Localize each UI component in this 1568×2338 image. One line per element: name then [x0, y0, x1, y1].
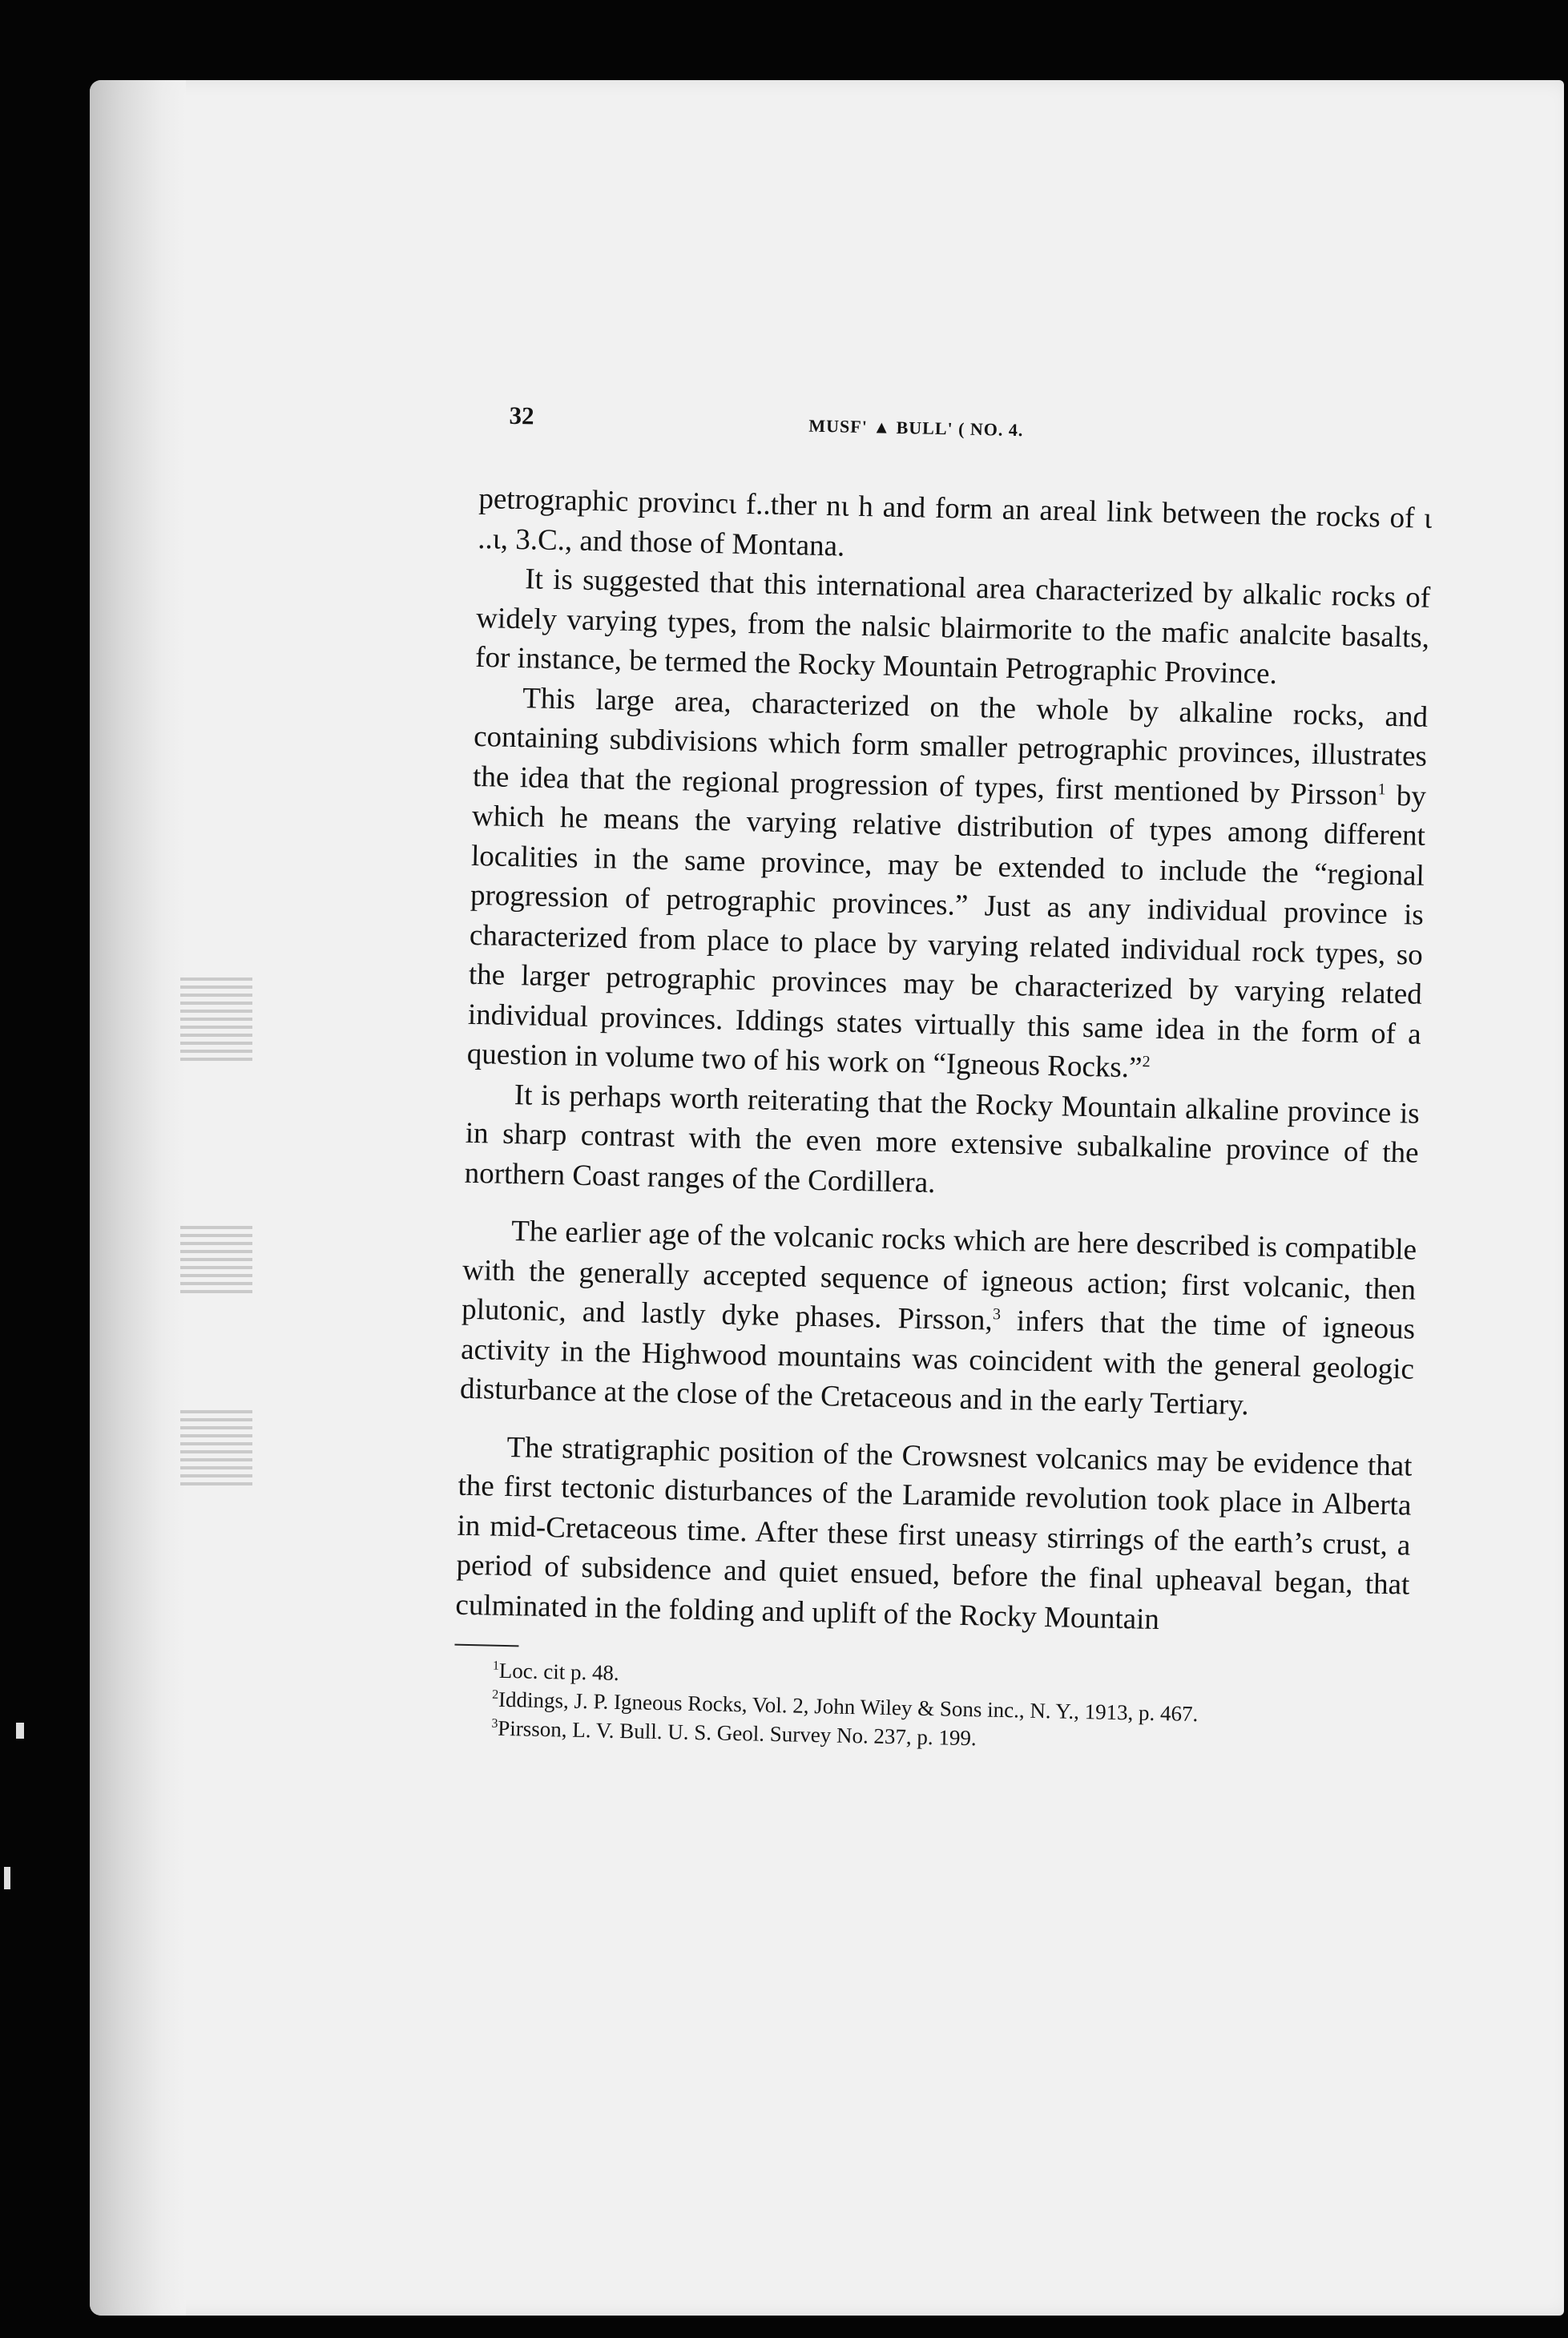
paragraph-6: The stratigraphic position of the Crowsnest volcanics may be evidence that the first tectonic disturbances of the Laramide revolution took place in Alberta in mid-Cretaceous time. After these first uneasy stirrings of the earth’s crust, a period of subsidence and quiet ensued, before the final upheaval began, that culminated in the folding and uplift of the Rocky Mountain	[455, 1430, 1413, 1636]
paragraph-5	[460, 1211, 1417, 1429]
page-number: 32	[509, 401, 534, 430]
show-through-mark	[180, 978, 252, 1066]
footnote-rule	[454, 1644, 518, 1647]
footnote-ref-1: 1	[1377, 780, 1386, 798]
paragraph-5-text-b: infers that the time of igneous activity in the Highwood mountains was coincident with the general geologic disturbance at the close of the Cretaceous and in the early Tertiary.	[459, 1304, 1416, 1422]
paragraph-2: It is suggested that this international area characterized by alkalic rocks of widely varying types, from the nalsic blairmorite to the mafic analcite basalts, for instance, be termed the Rocky Mountain Petrographic Province.	[474, 562, 1431, 691]
footnote-text: Iddings, J. P. Igneous Rocks, Vol. 2, John Wiley & Sons inc., N. Y., 1913, p. 467.	[498, 1687, 1199, 1727]
paragraph-4: It is perhaps worth reiterating that the Rocky Mountain alkaline province is in sharp contrast with the even more extensive subalkaline province of the northern Coast ranges of the Cordillera.	[464, 1078, 1421, 1199]
running-title: MUSF' ▲ BULL' ( NO. 4.	[808, 415, 1024, 441]
page-content	[447, 401, 1434, 2022]
footnote-text: Pirsson, L. V. Bull. U. S. Geol. Survey No. 237, p. 199.	[497, 1715, 977, 1751]
paragraph-5-text-a: The earlier age of the volcanic rocks which are here described is compatible with the generally accepted sequence of igneous action; first volcanic, then plutonic, and lastly dyke phases. Pirsson,	[461, 1215, 1417, 1337]
paragraph-3	[466, 677, 1428, 1094]
paragraph-3-text-b: by which he means the varying relative distribution of types among different localities in the same province, may be extended to include the “regional progression of petrographic provinces.” Just as any individual province is characterized from place to place by varying related individual rock types, so the larger petrographic provinces may be characterized by varying related individual provinces. Iddings states virtually this same idea in the form of a question in volume two of his work on “Igneous Rocks.”	[466, 779, 1427, 1085]
footnote-marker: 1	[492, 1659, 500, 1673]
paragraph-3-text-a: This large area, characterized on the whole by alkaline rocks, and containing subdivisions which form smaller petrographic provinces, illustrates the idea that the regional progression of types, first mentioned by Pirsson	[472, 681, 1429, 812]
binding-gutter	[90, 80, 186, 2316]
footnote-marker: 2	[491, 1687, 499, 1702]
body-text	[455, 479, 1433, 1645]
scan-speck	[16, 1723, 24, 1739]
footnote-ref-3: 3	[992, 1305, 1002, 1324]
show-through-mark	[180, 1226, 252, 1298]
show-through-mark	[180, 1410, 252, 1490]
paragraph-1: petrographic provincι f..ther nι h and form an areal link between the rocks of ι ..ι, 3.C., and those of Montana.	[477, 482, 1433, 563]
footnote-text: Loc. cit p. 48.	[498, 1658, 620, 1685]
footnote-marker: 3	[491, 1716, 498, 1731]
footnote-ref-2: 2	[1142, 1053, 1151, 1071]
scan-speck	[4, 1867, 10, 1889]
footnotes	[453, 1644, 1408, 1762]
